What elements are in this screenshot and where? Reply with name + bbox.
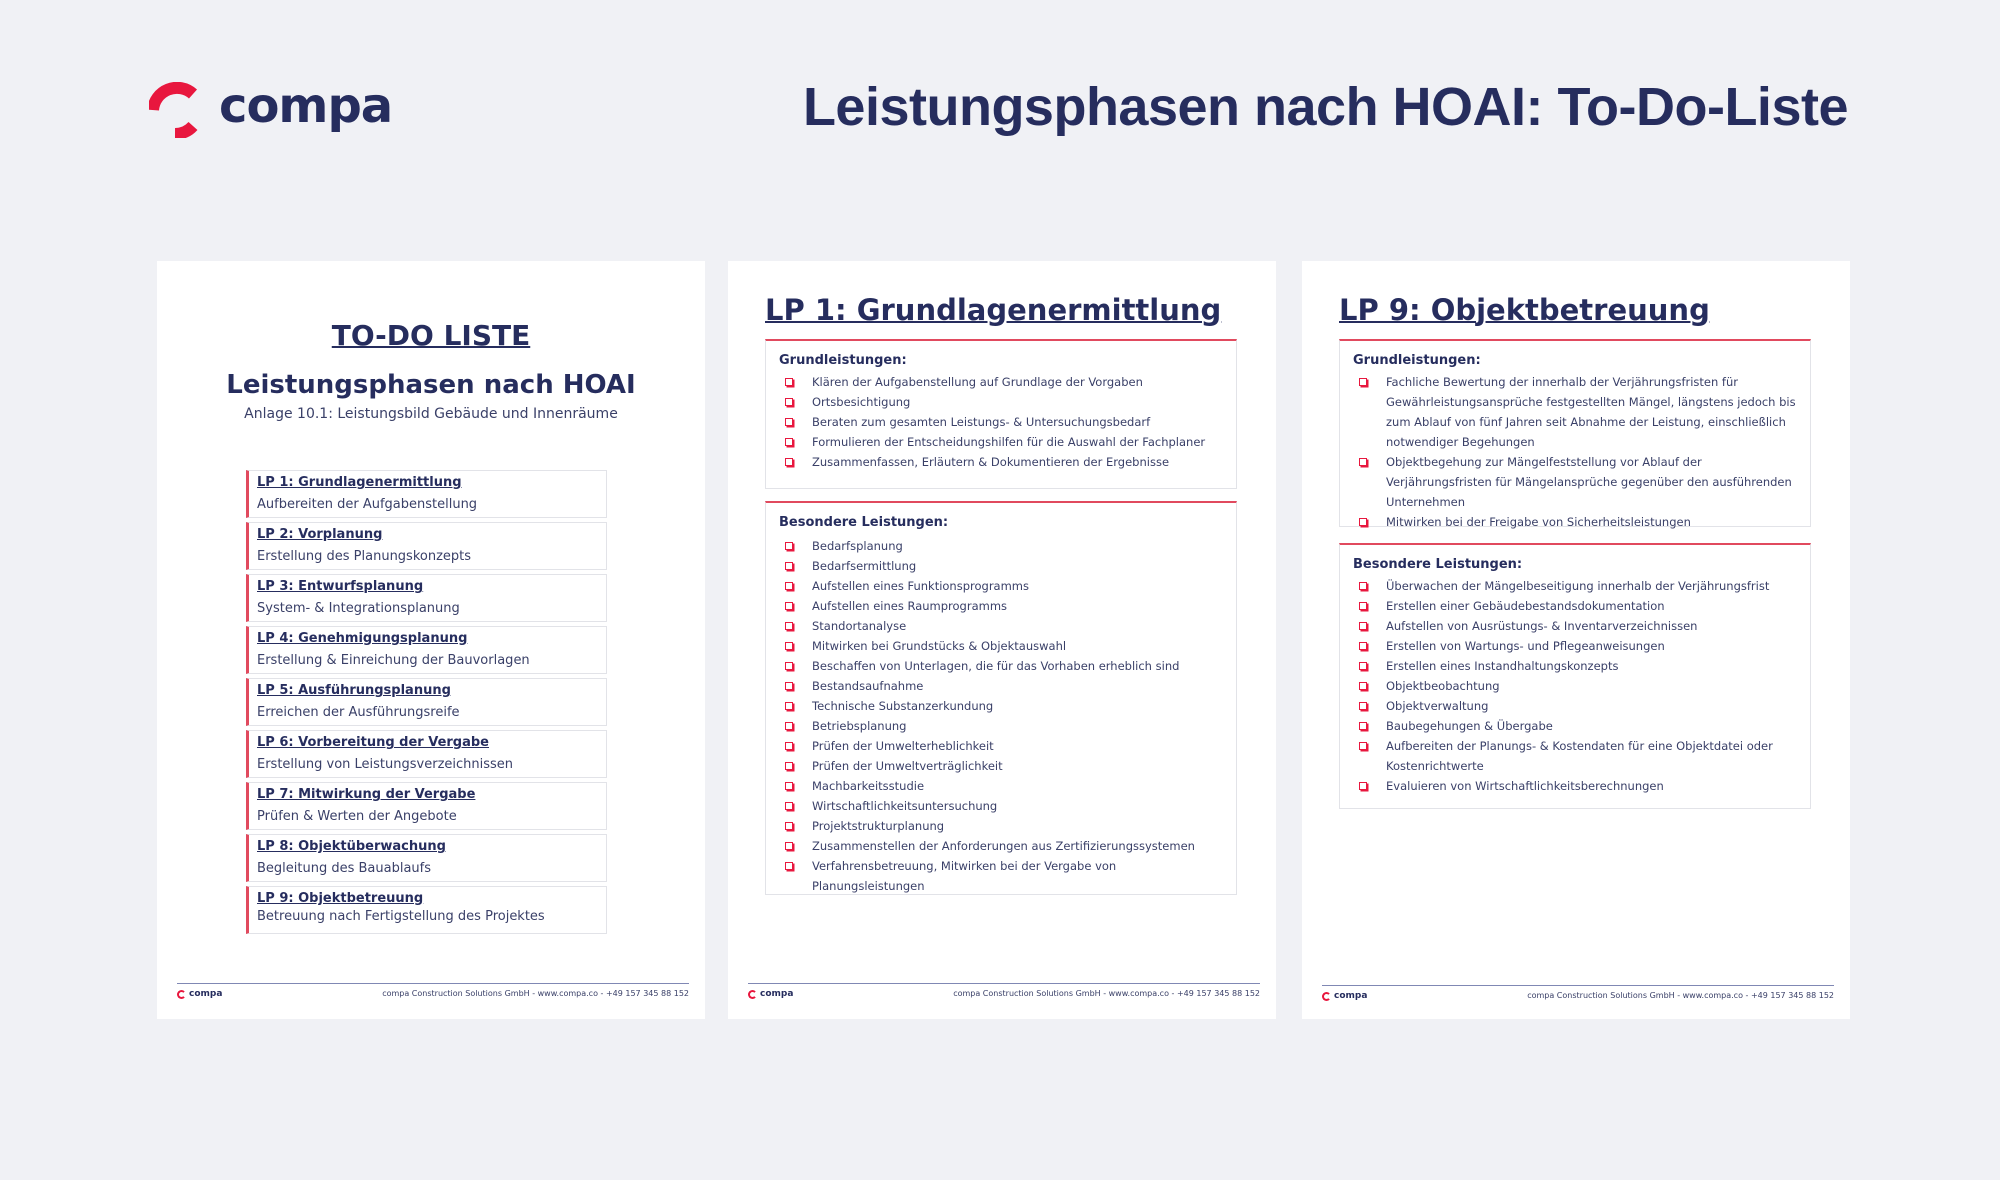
checklist-item (1353, 696, 1797, 716)
phase-item (246, 834, 607, 882)
page-title: Leistungsphasen nach HOAI: To-Do-Liste (802, 77, 1848, 137)
checklist-item-text: Bedarfsplanung (812, 539, 903, 553)
phase-description: Betreuung nach Fertigstellung des Projektes (257, 909, 545, 924)
phase-description: Erstellung & Einreichung der Bauvorlagen (257, 653, 530, 668)
checkbox-icon[interactable] (1353, 372, 1386, 392)
checkbox-icon[interactable] (779, 696, 812, 716)
checklist-item (779, 616, 1223, 636)
checklist-item-text: Objektbeobachtung (1386, 679, 1500, 693)
checklist-item-text: Machbarkeitsstudie (812, 779, 925, 793)
checklist-item (1353, 596, 1797, 616)
checkbox-icon[interactable] (779, 576, 812, 596)
checklist-item (779, 776, 1223, 796)
checklist-item-text: Verfahrensbetreuung, Mitwirken bei der Vergabe von Planungsleistungen (812, 859, 1117, 893)
checklist-item (779, 816, 1223, 836)
phase-title[interactable]: LP 3: Entwurfsplanung (257, 579, 424, 594)
phase-title[interactable]: LP 7: Mitwirkung der Vergabe (257, 787, 476, 802)
checkbox-icon[interactable] (1353, 576, 1386, 596)
checklist-item-text: Bestandsaufnahme (812, 679, 924, 693)
checklist-item-text: Bedarfsermittlung (812, 559, 917, 573)
checklist-item (1353, 776, 1797, 796)
checkbox-icon[interactable] (779, 776, 812, 796)
checkbox-icon[interactable] (1353, 716, 1386, 736)
phase-title[interactable]: LP 4: Genehmigungsplanung (257, 631, 468, 646)
checkbox-icon[interactable] (779, 392, 812, 412)
checklist-item-text: Überwachen der Mängelbeseitigung innerhalb der Verjährungsfrist (1386, 579, 1770, 593)
logo-text: compa (219, 78, 393, 134)
special-label: Besondere Leistungen: (779, 515, 949, 530)
lp1-page (728, 261, 1276, 1019)
phase-title[interactable]: LP 2: Vorplanung (257, 527, 383, 542)
checklist-item-text: Erstellen von Wartungs- und Pflegeanweisungen (1386, 639, 1665, 653)
checklist-item (779, 392, 1223, 412)
checklist-item (779, 696, 1223, 716)
phase-description: Erreichen der Ausführungsreife (257, 705, 460, 720)
footer-logo (1322, 991, 1367, 1001)
footer-logo (177, 989, 222, 999)
phase-item (246, 626, 607, 674)
checklist-item (779, 372, 1223, 392)
checklist-item (1353, 736, 1797, 776)
annex-label: Anlage 10.1: Leistungsbild Gebäude und Innenräume (244, 406, 618, 422)
checkbox-icon[interactable] (779, 836, 812, 856)
checklist-item-text: Fachliche Bewertung der innerhalb der Verjährungsfristen für Gewährleistungsansprüche festgestellten Mängel, längstens jedoch bis zum Ablauf von fünf Jahren seit Abnahme der Leistung, einschließlich notwendiger Begehungen (1386, 375, 1796, 449)
footer-text: compa Construction Solutions GmbH - www.compa.co - +49 157 345 88 152 (382, 989, 689, 998)
checkbox-icon[interactable] (779, 756, 812, 776)
phase-list (246, 470, 607, 938)
phase-title[interactable]: LP 9: Objektbetreuung (257, 891, 424, 906)
checkbox-icon[interactable] (779, 536, 812, 556)
checkbox-icon[interactable] (1353, 512, 1386, 532)
checklist-item-text: Beschaffen von Unterlagen, die für das Vorhaben erheblich sind (812, 659, 1180, 673)
checkbox-icon[interactable] (779, 796, 812, 816)
special-services-box (765, 501, 1237, 895)
checkbox-icon[interactable] (779, 596, 812, 616)
checkbox-icon[interactable] (1353, 616, 1386, 636)
checkbox-icon[interactable] (1353, 696, 1386, 716)
checklist-item-text: Evaluieren von Wirtschaftlichkeitsberechnungen (1386, 779, 1664, 793)
checklist-item (779, 856, 1223, 896)
checklist-item-text: Aufstellen eines Funktionsprogramms (812, 579, 1029, 593)
checklist-item (1353, 676, 1797, 696)
special-label: Besondere Leistungen: (1353, 557, 1523, 572)
footer (1322, 985, 1834, 1001)
phase-item (246, 522, 607, 570)
lp9-page (1302, 261, 1850, 1019)
todo-overview-page (157, 261, 705, 1019)
checklist-item (779, 756, 1223, 776)
special-services-box (1339, 543, 1811, 809)
checkbox-icon[interactable] (779, 736, 812, 756)
footer-logo-text: compa (189, 989, 223, 999)
phase-item (246, 678, 607, 726)
checklist-item-text: Mitwirken bei Grundstücks & Objektauswahl (812, 639, 1067, 653)
checkbox-icon[interactable] (779, 556, 812, 576)
checklist-item-text: Erstellen einer Gebäudebestandsdokumentation (1386, 599, 1665, 613)
phase-description: Begleitung des Bauablaufs (257, 861, 432, 876)
checkbox-icon[interactable] (779, 432, 812, 452)
checkbox-icon[interactable] (1353, 656, 1386, 676)
checklist-item-text: Prüfen der Umweltverträglichkeit (812, 759, 1003, 773)
checklist-item-text: Objektbegehung zur Mängelfeststellung vor Ablauf der Verjährungsfristen für Mängelansprüche gegenüber den ausführenden Unternehmen (1386, 455, 1792, 509)
checklist-item (779, 432, 1223, 452)
phase-title[interactable]: LP 1: Grundlagenermittlung (257, 475, 462, 490)
checklist-item (1353, 716, 1797, 736)
footer-text: compa Construction Solutions GmbH - www.compa.co - +49 157 345 88 152 (953, 989, 1260, 998)
checklist-item (779, 596, 1223, 616)
checklist-item (1353, 512, 1797, 532)
lp1-heading: LP 1: Grundlagenermittlung (765, 293, 1222, 327)
checklist-item-text: Wirtschaftlichkeitsuntersuchung (812, 799, 998, 813)
checklist-item (1353, 616, 1797, 636)
checkbox-icon[interactable] (779, 616, 812, 636)
compa-logo-icon (149, 82, 205, 138)
checklist-item-text: Prüfen der Umwelterheblichkeit (812, 739, 994, 753)
phase-title[interactable]: LP 8: Objektüberwachung (257, 839, 446, 854)
checklist-item (1353, 372, 1797, 452)
footer (177, 983, 689, 999)
checkbox-icon[interactable] (779, 452, 812, 472)
checkbox-icon[interactable] (779, 856, 812, 876)
checklist-item (779, 796, 1223, 816)
checkbox-icon[interactable] (779, 636, 812, 656)
compa-logo-icon (1322, 992, 1331, 1001)
checklist-item (779, 636, 1223, 656)
footer-text: compa Construction Solutions GmbH - www.compa.co - +49 157 345 88 152 (1527, 991, 1834, 1000)
checklist-item-text: Aufstellen eines Raumprogramms (812, 599, 1008, 613)
checkbox-icon[interactable] (779, 816, 812, 836)
basic-label: Grundleistungen: (779, 353, 907, 368)
checklist-item-text: Technische Substanzerkundung (812, 699, 994, 713)
checklist-item (779, 576, 1223, 596)
checklist-item (779, 536, 1223, 556)
checkbox-icon[interactable] (779, 372, 812, 392)
checklist-item (779, 656, 1223, 676)
checkbox-icon[interactable] (1353, 596, 1386, 616)
checklist-item (779, 556, 1223, 576)
checklist-item-text: Standortanalyse (812, 619, 907, 633)
lp9-heading: LP 9: Objektbetreuung (1339, 293, 1710, 327)
phase-item (246, 730, 607, 778)
phase-item (246, 574, 607, 622)
checkbox-icon[interactable] (1353, 736, 1386, 756)
checklist-item-text: Mitwirken bei der Freigabe von Sicherheitsleistungen (1386, 515, 1691, 529)
checklist-item-text: Beraten zum gesamten Leistungs- & Untersuchungsbedarf (812, 415, 1151, 429)
checklist-item (779, 412, 1223, 432)
phase-description: System- & Integrationsplanung (257, 601, 460, 616)
phase-description: Erstellung von Leistungsverzeichnissen (257, 757, 514, 772)
checklist-item-text: Klären der Aufgabenstellung auf Grundlage der Vorgaben (812, 375, 1143, 389)
checklist-item-text: Erstellen eines Instandhaltungskonzepts (1386, 659, 1619, 673)
compa-logo-icon (748, 990, 757, 999)
todo-heading: TO-DO LISTE (331, 319, 531, 352)
checklist-item-text: Aufbereiten der Planungs- & Kostendaten für eine Objektdatei oder Kostenrichtwerte (1386, 739, 1773, 773)
checkbox-icon[interactable] (779, 656, 812, 676)
checklist-item-text: Betriebsplanung (812, 719, 907, 733)
footer-logo (748, 989, 793, 999)
checkbox-icon[interactable] (779, 716, 812, 736)
basic-services-box (765, 339, 1237, 489)
footer-logo-text: compa (1334, 991, 1368, 1001)
phase-item (246, 886, 607, 934)
phase-item (246, 470, 607, 518)
footer (748, 983, 1260, 999)
checklist-item-text: Aufstellen von Ausrüstungs- & Inventarverzeichnissen (1386, 619, 1698, 633)
checklist-item (779, 452, 1223, 472)
checklist-item (1353, 656, 1797, 676)
footer-logo-text: compa (760, 989, 794, 999)
phase-title[interactable]: LP 6: Vorbereitung der Vergabe (257, 735, 490, 750)
checkbox-icon[interactable] (1353, 452, 1386, 472)
compa-logo-icon (177, 990, 186, 999)
phase-description: Aufbereiten der Aufgabenstellung (257, 497, 478, 512)
checklist-item-text: Objektverwaltung (1386, 699, 1489, 713)
checklist-item (779, 716, 1223, 736)
basic-services-box (1339, 339, 1811, 527)
checklist-item (1353, 576, 1797, 596)
compa-logo (149, 78, 393, 138)
checklist-item-text: Zusammenfassen, Erläutern & Dokumentieren der Ergebnisse (812, 455, 1170, 469)
basic-label: Grundleistungen: (1353, 353, 1481, 368)
checklist-item (779, 736, 1223, 756)
checklist-item-text: Formulieren der Entscheidungshilfen für die Auswahl der Fachplaner (812, 435, 1206, 449)
checklist-item (1353, 452, 1797, 512)
checklist-item-text: Projektstrukturplanung (812, 819, 945, 833)
phase-item (246, 782, 607, 830)
checkbox-icon[interactable] (779, 412, 812, 432)
checkbox-icon[interactable] (1353, 776, 1386, 796)
checkbox-icon[interactable] (1353, 636, 1386, 656)
phase-description: Erstellung des Planungskonzepts (257, 549, 472, 564)
phase-title[interactable]: LP 5: Ausführungsplanung (257, 683, 451, 698)
checklist-item-text: Baubegehungen & Übergabe (1386, 719, 1553, 733)
checkbox-icon[interactable] (779, 676, 812, 696)
checklist-item (779, 836, 1223, 856)
checklist-item-text: Ortsbesichtigung (812, 395, 911, 409)
subtitle: Leistungsphasen nach HOAI (226, 370, 636, 400)
checklist-item (1353, 636, 1797, 656)
phase-description: Prüfen & Werten der Angebote (257, 809, 457, 824)
checkbox-icon[interactable] (1353, 676, 1386, 696)
checklist-item (779, 676, 1223, 696)
checklist-item-text: Zusammenstellen der Anforderungen aus Zertifizierungssystemen (812, 839, 1195, 853)
